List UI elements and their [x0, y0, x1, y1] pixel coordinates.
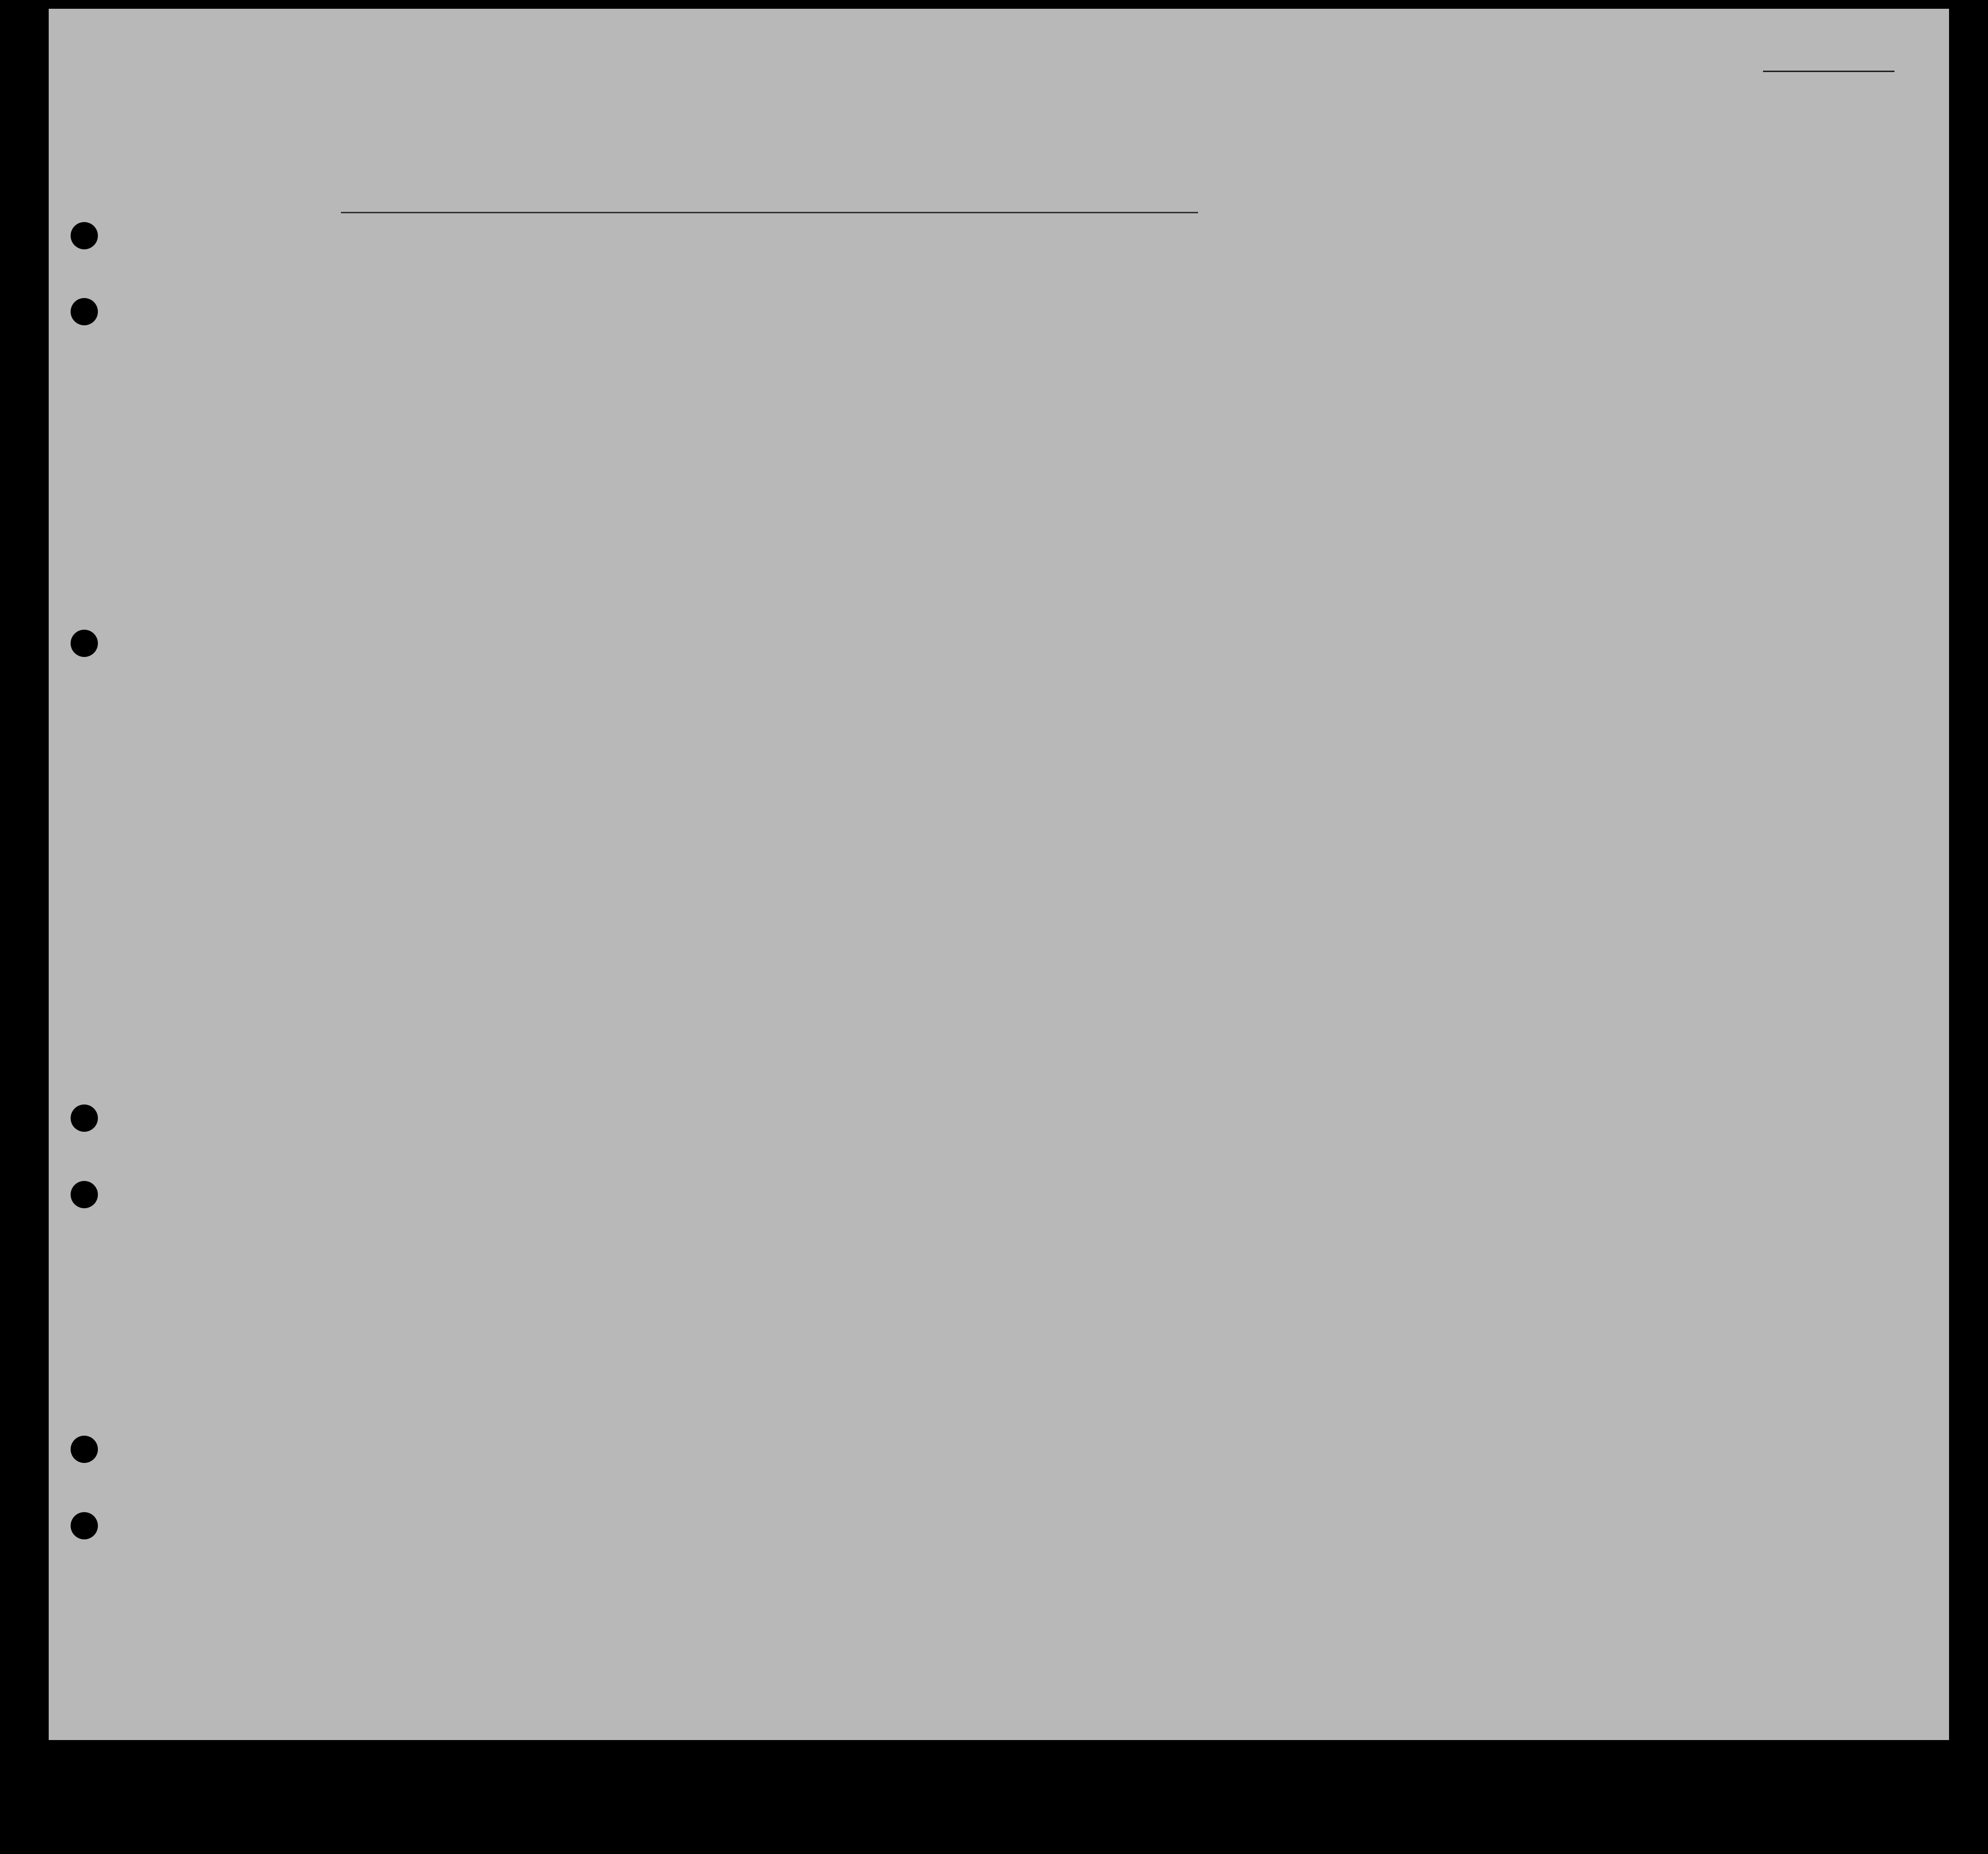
header-purpose-length	[1184, 282, 1216, 399]
binder-hole	[71, 1512, 98, 1539]
header-purpose-return	[1141, 282, 1178, 399]
header-prison	[1286, 273, 1310, 399]
header-deported	[1473, 273, 1493, 399]
header-ticket	[592, 273, 616, 399]
header-overthrow	[1373, 273, 1412, 399]
header-inches	[1651, 331, 1663, 399]
header-excluded	[1418, 273, 1447, 399]
binder-hole	[71, 298, 98, 325]
header-purpose-citizen	[1257, 273, 1281, 399]
header-money	[713, 273, 738, 399]
binder-hole	[71, 1436, 98, 1463]
header-anarchist	[1351, 273, 1366, 399]
binder-hole	[71, 222, 98, 249]
header-polygamist	[1325, 273, 1339, 399]
header-feet	[1631, 331, 1643, 399]
binder-hole	[71, 1105, 98, 1132]
binder-hole	[71, 1181, 98, 1208]
binder-hole	[71, 630, 98, 657]
